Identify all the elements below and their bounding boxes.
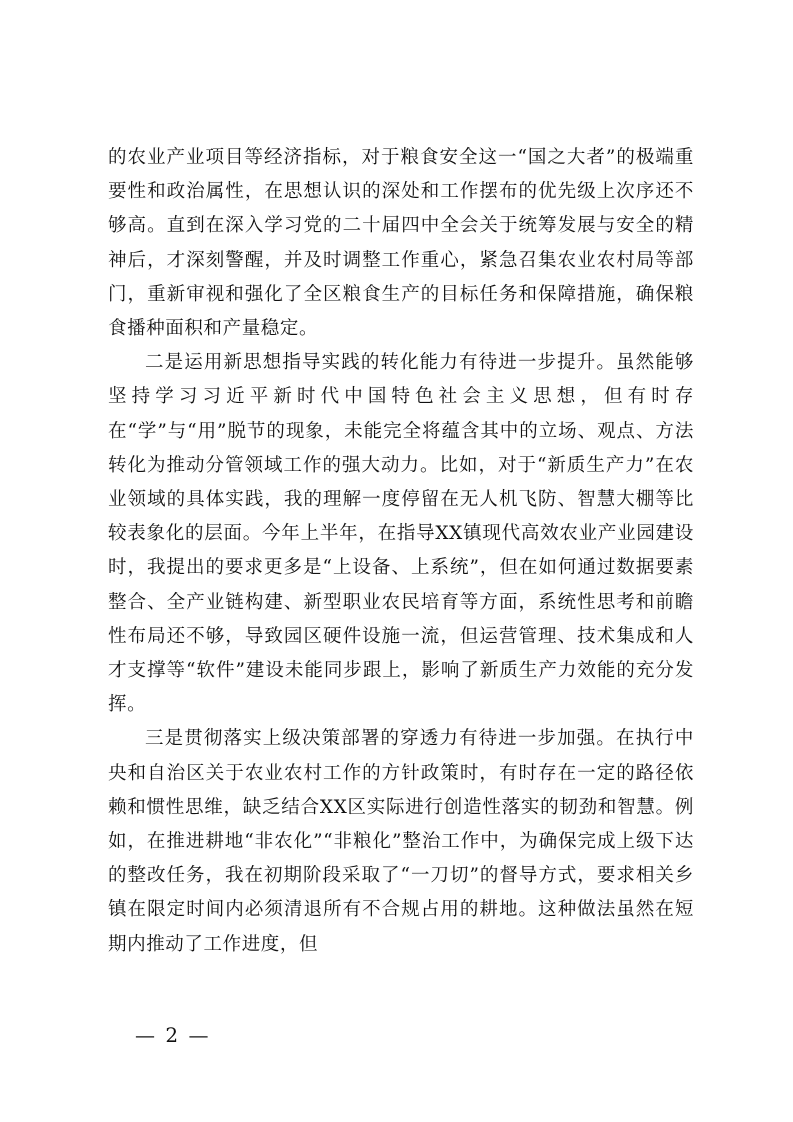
- paragraph-point-three: 三是贯彻落实上级决策部署的穿透力有待进一步加强。在执行中央和自治区关于农业农村工作的方针政策时，有时存在一定的路径依赖和惯性思维，缺乏结合XX区实际进行创造性落实的韧劲和智慧。例如，在推进耕地“非农化”“非粮化”整治工作中，为确保完成上级下达的整改任务，我在初期阶段采取了“一刀切”的督导方式，要求相关乡镇在限定时间内必须清退所有不合规占用的耕地。这种做法虽然在短期内推动了工作进度，但: [108, 728, 694, 955]
- paragraph-point-two: 二是运用新思想指导实践的转化能力有待进一步提升。虽然能够坚持学习习近平新时代中国特色社会主义思想，但有时存在“学”与“用”脱节的现象，未能完全将蕴含其中的立场、观点、方法转化为推动分管领域工作的强大动力。比如，对于“新质生产力”在农业领域的具体实践，我的理解一度停留在无人机飞防、智慧大棚等比较表象化的层面。今年上半年，在指导XX镇现代高效农业产业园建设时，我提出的要求更多是“上设备、上系统”，但在如何通过数据要素整合、全产业链构建、新型职业农民培育等方面，系统性思考和前瞻性布局还不够，导致园区硬件设施一流，但运营管理、技术集成和人才支撑等“软件”建设未能同步跟上，影响了新质生产力效能的充分发挥。: [108, 352, 694, 716]
- page-number: — 2 —: [135, 1023, 211, 1047]
- paragraph-continuation: 的农业产业项目等经济指标，对于粮食安全这一“国之大者”的极端重要性和政治属性，在思想认识的深处和工作摆布的优先级上次序还不够高。直到在深入学习党的二十届四中全会关于统筹发展与安全的精神后，才深刻警醒，并及时调整工作重心，紧急召集农业农村局等部门，重新审视和强化了全区粮食生产的目标任务和保障措施，确保粮食播种面积和产量稳定。: [108, 147, 694, 340]
- document-body: [108, 141, 694, 962]
